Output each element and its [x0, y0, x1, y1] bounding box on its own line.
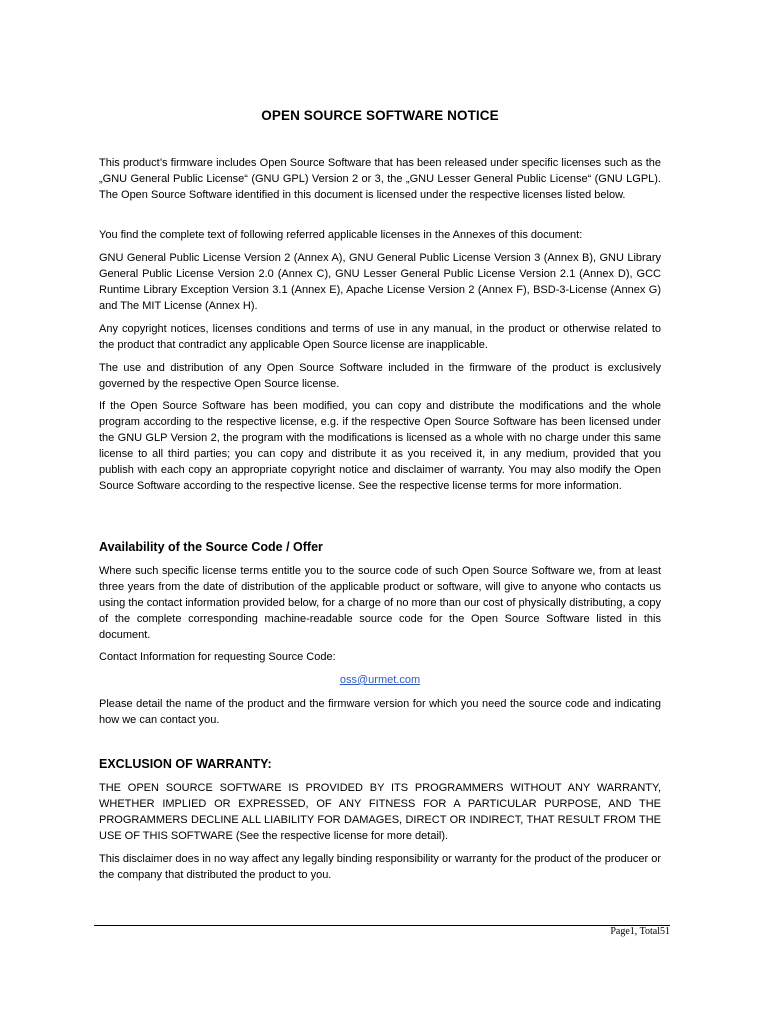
page-number: Page1, Total51: [610, 926, 670, 937]
distribution-paragraph: The use and distribution of any Open Source Software included in the firmware of the product is exclusively governed by the respective Open Source license.: [99, 362, 661, 390]
availability-heading: Availability of the Source Code / Offer: [99, 540, 323, 554]
warranty-paragraph: THE OPEN SOURCE SOFTWARE IS PROVIDED BY ITS PROGRAMMERS WITHOUT ANY WARRANTY, WHETHER IMPLIED OR EXPRESSED, OF ANY FITNESS FOR A PARTICULAR PURPOSE, AND THE PROGRAMMERS DECLINE ALL LIABILITY FOR DAMAGES, DIRECT OR INDIRECT, THAT RESULT FROM THE USE OF THIS SOFTWARE (See the respective license for more detail).: [99, 782, 661, 842]
warranty-heading: EXCLUSION OF WARRANTY:: [99, 757, 272, 771]
copyright-paragraph: Any copyright notices, licenses conditions and terms of use in any manual, in the product or otherwise related to the product that contradict any applicable Open Source license are inapplicable.: [99, 323, 661, 351]
contact-label: Contact Information for requesting Source Code:: [99, 651, 336, 663]
availability-paragraph: Where such specific license terms entitle you to the source code of such Open Source Software we, from at least three years from the date of distribution of the applicable product or software, will give to anyone who contacts us using the contact information provided below, for a charge of no more than our cost of physically distributing, a copy of the complete corresponding machine-readable source code for the Open Source Software listed in this document.: [99, 565, 661, 641]
email-line: [99, 672, 661, 688]
detail-paragraph: Please detail the name of the product and the firmware version for which you need the source code and indicating how we can contact you.: [99, 698, 661, 726]
email-link[interactable]: oss@urmet.com: [339, 674, 421, 686]
document-title: OPEN SOURCE SOFTWARE NOTICE: [261, 108, 499, 123]
license-list-paragraph: GNU General Public License Version 2 (Annex A), GNU General Public License Version 3 (Annex B), GNU Library General Public License Version 2.0 (Annex C), GNU Lesser General Public License Version 2.1 (Annex D), GCC Runtime Library Exception Version 3.1 (Annex E), Apache License Version 2 (Annex F), BSD-3-License (Annex G) and The MIT License (Annex H).: [99, 252, 661, 312]
disclaimer-paragraph: This disclaimer does in no way affect any legally binding responsibility or warranty for the product of the producer or the company that distributed the product to you.: [99, 853, 661, 881]
modification-paragraph: If the Open Source Software has been modified, you can copy and distribute the modifications and the whole program according to the respective license, e.g. if the respective Open Source Software has been licensed under the GNU GLP Version 2, the program with the modifications is licensed as a whole with no charge under this same license to all third parties; you can copy and distribute it as you received it, in any medium, provided that you publish with each copy an appropriate copyright notice and disclaimer of warranty. You may also modify the Open Source Software according to the respective license. See the respective license terms for more information.: [99, 400, 661, 492]
annex-intro-paragraph: You find the complete text of following referred applicable licenses in the Annexes of this document:: [99, 229, 583, 241]
intro-paragraph: This product’s firmware includes Open Source Software that has been released under specific licenses such as the „GNU General Public License“ (GNU GPL) Version 2 or 3, the „GNU Lesser General Public License“ (GNU LGPL). The Open Source Software identified in this document is licensed under the respective licenses listed below.: [99, 157, 661, 201]
